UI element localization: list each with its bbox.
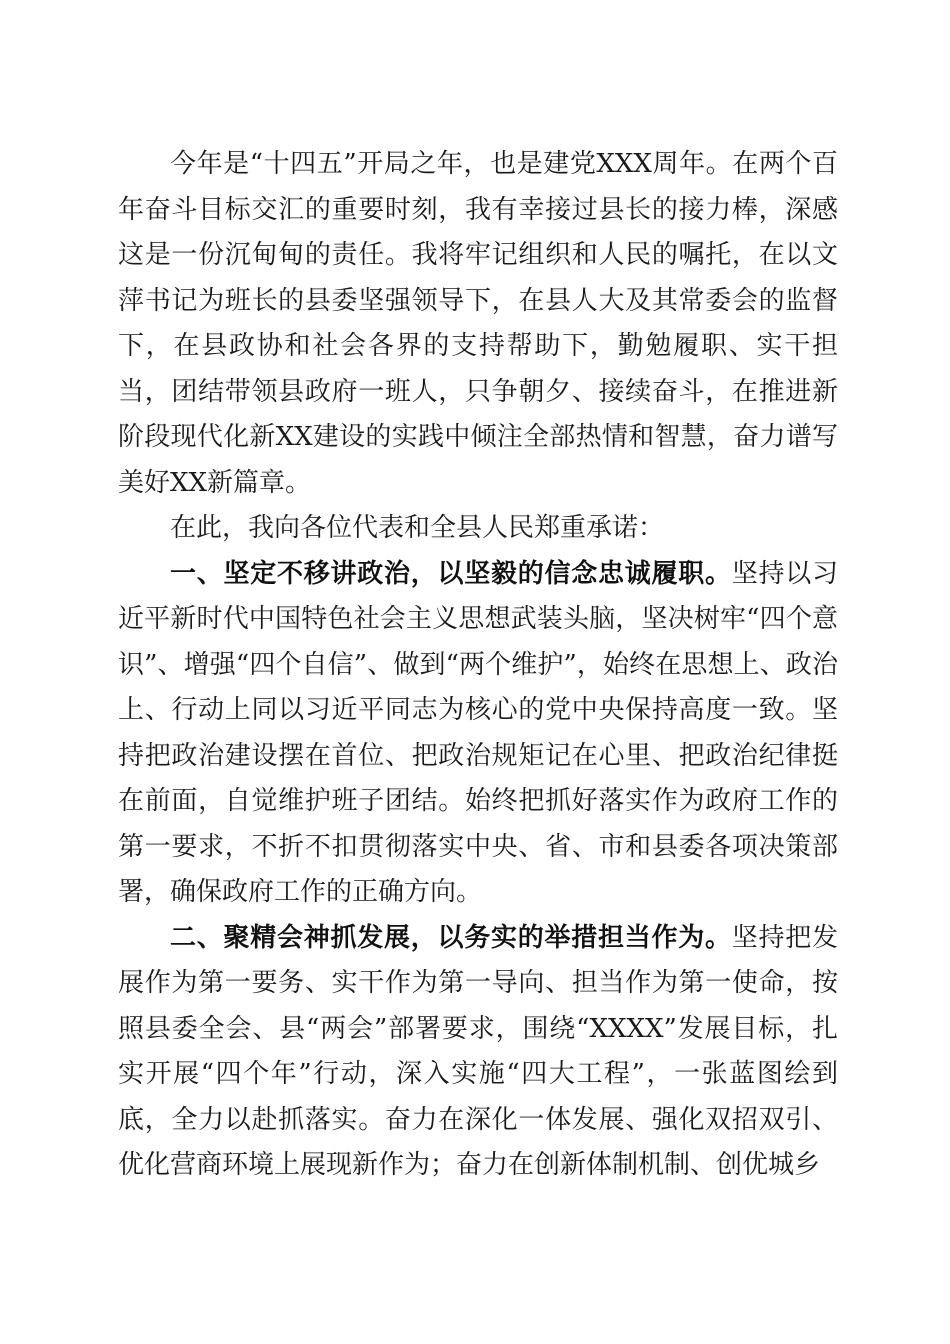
paragraph-text: 今年是“十四五”开局之年，也是建党XXX周年。在两个百年奋斗目标交汇的重要时刻，我有幸接过县长的接力棒，深感这是一份沉甸甸的责任。我将牢记组织和人民的嘱托，在以文萍书记为班长的县委坚强领导下，在县人大及其常委会的监督下，在县政协和社会各界的支持帮助下，勤勉履职、实干担当，团结带领县政府一班人，只争朝夕、接续奋斗，在推进新阶段现代化新XX建设的实践中倾注全部热情和智慧，奋力谱写美好XX新篇章。 (118, 149, 838, 498)
document-body (118, 142, 838, 1189)
paragraph-intro (118, 142, 838, 506)
paragraph-pledge-lead (118, 506, 838, 552)
paragraph-text: 坚持以习近平新时代中国特色社会主义思想武装头脑，坚决树牢“四个意识”、增强“四个自信”、做到“两个维护”，始终在思想上、政治上、行动上同以习近平同志为核心的党中央保持高度一致。坚持把政治建设摆在首位、把政治规矩记在心里、把政治纪律挺在前面，自觉维护班子团结。始终把抓好落实作为政府工作的第一要求，不折不扣贯彻落实中央、省、市和县委各项决策部署，确保政府工作的正确方向。 (118, 558, 838, 907)
paragraph-heading: 一、坚定不移讲政治，以坚毅的信念忠诚履职。 (170, 558, 732, 589)
paragraph-pledge-1 (118, 552, 838, 916)
paragraph-text: 在此，我向各位代表和全县人民郑重承诺： (170, 513, 665, 543)
paragraph-text: 坚持把发展作为第一要务、实干作为第一导向、担当作为第一使命，按照县委全会、县“两会”部署要求，围绕“XXXX”发展目标，扎实开展“四个年”行动，深入实施“四大工程”，一张蓝图绘到底，全力以赴抓落实。奋力在深化一体发展、强化双招双引、优化营商环境上展现新作为；奋力在创新体制机制、创优城乡 (118, 922, 838, 1180)
paragraph-pledge-2 (118, 916, 838, 1189)
paragraph-heading: 二、聚精会神抓发展，以务实的举措担当作为。 (170, 922, 732, 953)
